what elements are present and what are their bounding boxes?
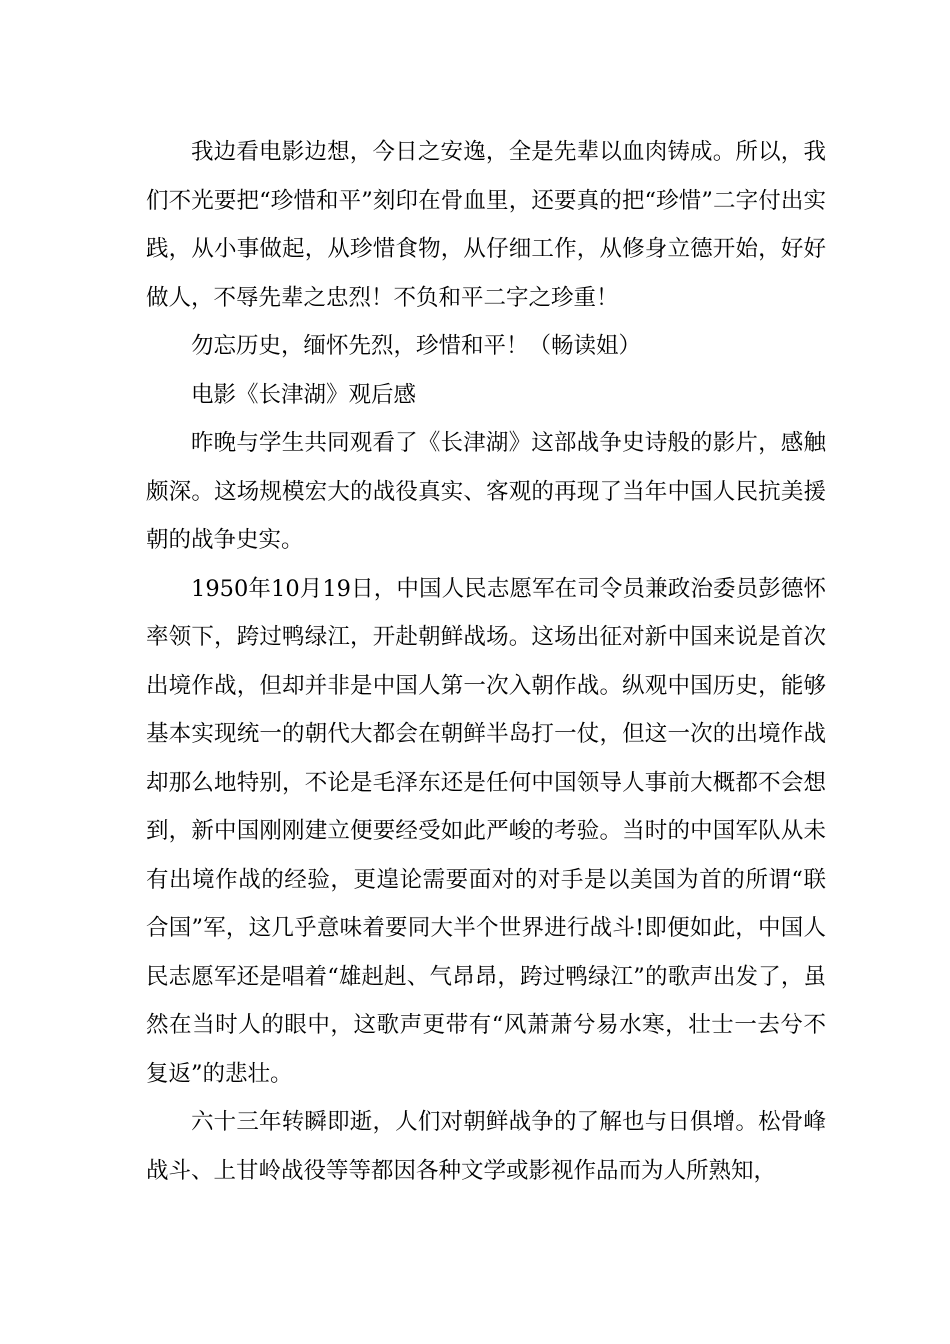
document-body	[146, 128, 826, 1195]
paragraph-history: 1950年10月19日，中国人民志愿军在司令员兼政治委员彭德怀率领下，跨过鸭绿江，开赴朝鲜战场。这场出征对新中国来说是首次出境作战，但却并非是中国人第一次入朝作战。纵观中国历史，能够基本实现统一的朝代大都会在朝鲜半岛打一仗，但这一次的出境作战却那么地特别，不论是毛泽东还是任何中国领导人事前大概都不会想到，新中国刚刚建立便要经受如此严峻的考验。当时的中国军队从未有出境作战的经验，更遑论需要面对的对手是以美国为首的所谓“联合国”军，这几乎意味着要同大半个世界进行战斗!即便如此，中国人民志愿军还是唱着“雄赳赳、气昂昂，跨过鸭绿江”的歌声出发了，虽然在当时人的眼中，这歌声更带有“风萧萧兮易水寒，壮士一去兮不复返”的悲壮。	[146, 575, 826, 1087]
paragraph-intro: 昨晚与学生共同观看了《长津湖》这部战争史诗般的影片，感触颇深。这场规模宏大的战役真实、客观的再现了当年中国人民抗美援朝的战争史实。	[146, 430, 826, 553]
paragraph-sixty-three-years: 六十三年转瞬即逝，人们对朝鲜战争的了解也与日俱增。松骨峰战斗、上甘岭战役等等都因各种文学或影视作品而为人所熟知，	[146, 1109, 826, 1184]
section-heading: 电影《长津湖》观后感	[191, 381, 417, 408]
paragraph-remember-history: 勿忘历史，缅怀先烈，珍惜和平！（畅读姐）	[191, 333, 642, 359]
paragraph-cherish-peace: 我边看电影边想，今日之安逸，全是先辈以血肉铸成。所以，我们不光要把“珍惜和平”刻印在骨血里，还要真的把“珍惜”二字付出实践，从小事做起，从珍惜食物，从仔细工作，从修身立德开始，好好做人，不辱先辈之忠烈！不负和平二字之珍重！	[146, 139, 826, 311]
